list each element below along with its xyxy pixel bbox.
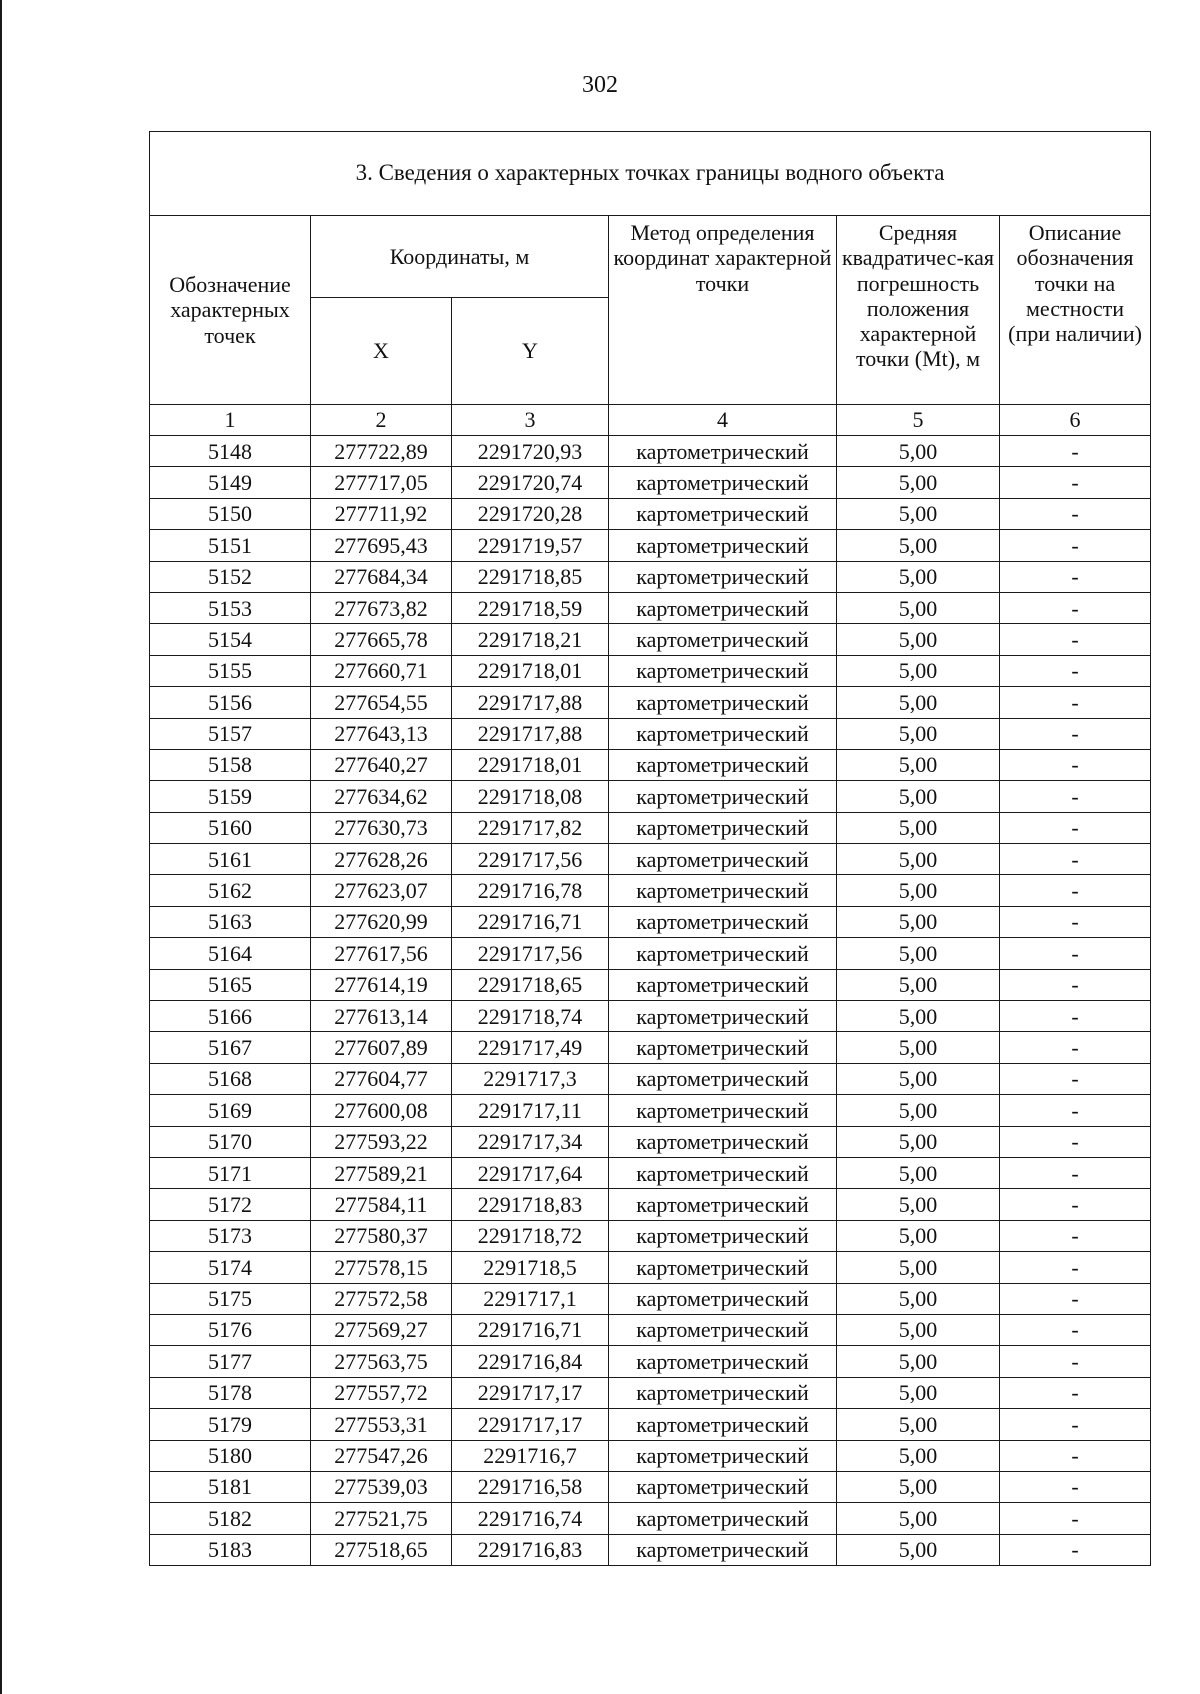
- x-coordinate-cell: 277623,07: [311, 875, 452, 906]
- accuracy-cell: 5,00: [837, 561, 1000, 592]
- accuracy-cell: 5,00: [837, 1095, 1000, 1126]
- table-row: [150, 1001, 1151, 1032]
- method-cell: картометрический: [609, 875, 837, 906]
- y-coordinate-cell: 2291720,93: [452, 436, 609, 467]
- x-coordinate-cell: 277673,82: [311, 592, 452, 623]
- point-id-cell: 5172: [150, 1189, 311, 1220]
- y-coordinate-cell: 2291716,78: [452, 875, 609, 906]
- point-id-cell: 5154: [150, 624, 311, 655]
- method-cell: картометрический: [609, 530, 837, 561]
- point-id-cell: 5171: [150, 1157, 311, 1188]
- table-row: [150, 1409, 1151, 1440]
- description-cell: -: [1000, 781, 1151, 812]
- method-cell: картометрический: [609, 1157, 837, 1188]
- description-cell: -: [1000, 718, 1151, 749]
- accuracy-cell: 5,00: [837, 1471, 1000, 1502]
- point-id-cell: 5164: [150, 938, 311, 969]
- method-cell: картометрический: [609, 1126, 837, 1157]
- y-coordinate-cell: 2291718,72: [452, 1220, 609, 1251]
- header-description: Описание обозначения точки на местности (при наличии): [1000, 216, 1151, 405]
- x-coordinate-cell: 277589,21: [311, 1157, 452, 1188]
- table-row: [150, 1503, 1151, 1534]
- point-id-cell: 5170: [150, 1126, 311, 1157]
- description-cell: -: [1000, 906, 1151, 937]
- y-coordinate-cell: 2291716,84: [452, 1346, 609, 1377]
- column-number: 6: [1000, 405, 1151, 436]
- description-cell: -: [1000, 561, 1151, 592]
- x-coordinate-cell: 277717,05: [311, 467, 452, 498]
- table-row: [150, 1534, 1151, 1565]
- table-row: [150, 1126, 1151, 1157]
- method-cell: картометрический: [609, 1377, 837, 1408]
- x-coordinate-cell: 277547,26: [311, 1440, 452, 1471]
- y-coordinate-cell: 2291718,83: [452, 1189, 609, 1220]
- header-designation: Обозначение характерных точек: [150, 216, 311, 405]
- y-coordinate-cell: 2291717,88: [452, 687, 609, 718]
- method-cell: картометрический: [609, 1440, 837, 1471]
- accuracy-cell: 5,00: [837, 844, 1000, 875]
- accuracy-cell: 5,00: [837, 1220, 1000, 1251]
- y-coordinate-cell: 2291716,74: [452, 1503, 609, 1534]
- point-id-cell: 5178: [150, 1377, 311, 1408]
- method-cell: картометрический: [609, 592, 837, 623]
- x-coordinate-cell: 277607,89: [311, 1032, 452, 1063]
- method-cell: картометрический: [609, 906, 837, 937]
- accuracy-cell: 5,00: [837, 1346, 1000, 1377]
- x-coordinate-cell: 277572,58: [311, 1283, 452, 1314]
- method-cell: картометрический: [609, 1283, 837, 1314]
- x-coordinate-cell: 277613,14: [311, 1001, 452, 1032]
- y-coordinate-cell: 2291718,85: [452, 561, 609, 592]
- column-number: 5: [837, 405, 1000, 436]
- method-cell: картометрический: [609, 781, 837, 812]
- y-coordinate-cell: 2291719,57: [452, 530, 609, 561]
- y-coordinate-cell: 2291717,49: [452, 1032, 609, 1063]
- table-row: [150, 1471, 1151, 1502]
- method-cell: картометрический: [609, 436, 837, 467]
- description-cell: -: [1000, 592, 1151, 623]
- description-cell: -: [1000, 875, 1151, 906]
- x-coordinate-cell: 277617,56: [311, 938, 452, 969]
- point-id-cell: 5183: [150, 1534, 311, 1565]
- method-cell: картометрический: [609, 1189, 837, 1220]
- accuracy-cell: 5,00: [837, 875, 1000, 906]
- table-row: [150, 844, 1151, 875]
- description-cell: -: [1000, 436, 1151, 467]
- x-coordinate-cell: 277593,22: [311, 1126, 452, 1157]
- accuracy-cell: 5,00: [837, 1126, 1000, 1157]
- method-cell: картометрический: [609, 498, 837, 529]
- table-row: [150, 655, 1151, 686]
- x-coordinate-cell: 277518,65: [311, 1534, 452, 1565]
- x-coordinate-cell: 277521,75: [311, 1503, 452, 1534]
- accuracy-cell: 5,00: [837, 938, 1000, 969]
- point-id-cell: 5161: [150, 844, 311, 875]
- description-cell: -: [1000, 844, 1151, 875]
- column-number: 3: [452, 405, 609, 436]
- description-cell: -: [1000, 1220, 1151, 1251]
- x-coordinate-cell: 277580,37: [311, 1220, 452, 1251]
- method-cell: картометрический: [609, 1220, 837, 1251]
- x-coordinate-cell: 277563,75: [311, 1346, 452, 1377]
- accuracy-cell: 5,00: [837, 1314, 1000, 1345]
- table-row: [150, 687, 1151, 718]
- x-coordinate-cell: 277600,08: [311, 1095, 452, 1126]
- y-coordinate-cell: 2291718,74: [452, 1001, 609, 1032]
- x-coordinate-cell: 277722,89: [311, 436, 452, 467]
- y-coordinate-cell: 2291718,08: [452, 781, 609, 812]
- column-number-row: [150, 405, 1151, 436]
- accuracy-cell: 5,00: [837, 781, 1000, 812]
- y-coordinate-cell: 2291718,01: [452, 655, 609, 686]
- point-id-cell: 5179: [150, 1409, 311, 1440]
- description-cell: -: [1000, 1126, 1151, 1157]
- y-coordinate-cell: 2291717,11: [452, 1095, 609, 1126]
- y-coordinate-cell: 2291717,88: [452, 718, 609, 749]
- table-row: [150, 1063, 1151, 1094]
- point-id-cell: 5155: [150, 655, 311, 686]
- point-id-cell: 5177: [150, 1346, 311, 1377]
- accuracy-cell: 5,00: [837, 498, 1000, 529]
- accuracy-cell: 5,00: [837, 1001, 1000, 1032]
- table-row: [150, 1283, 1151, 1314]
- x-coordinate-cell: 277620,99: [311, 906, 452, 937]
- column-number: 4: [609, 405, 837, 436]
- column-number: 2: [311, 405, 452, 436]
- method-cell: картометрический: [609, 938, 837, 969]
- point-id-cell: 5156: [150, 687, 311, 718]
- method-cell: картометрический: [609, 812, 837, 843]
- description-cell: -: [1000, 655, 1151, 686]
- description-cell: -: [1000, 1063, 1151, 1094]
- point-id-cell: 5157: [150, 718, 311, 749]
- point-id-cell: 5175: [150, 1283, 311, 1314]
- y-coordinate-cell: 2291718,21: [452, 624, 609, 655]
- table-row: [150, 1095, 1151, 1126]
- description-cell: -: [1000, 1252, 1151, 1283]
- method-cell: картометрический: [609, 1503, 837, 1534]
- table-row: [150, 624, 1151, 655]
- header-y: Y: [452, 298, 609, 405]
- x-coordinate-cell: 277684,34: [311, 561, 452, 592]
- method-cell: картометрический: [609, 1314, 837, 1345]
- y-coordinate-cell: 2291716,7: [452, 1440, 609, 1471]
- method-cell: картометрический: [609, 467, 837, 498]
- point-id-cell: 5149: [150, 467, 311, 498]
- description-cell: -: [1000, 1346, 1151, 1377]
- page-number: 302: [582, 72, 618, 98]
- point-id-cell: 5148: [150, 436, 311, 467]
- table-row: [150, 875, 1151, 906]
- y-coordinate-cell: 2291717,1: [452, 1283, 609, 1314]
- table-row: [150, 1220, 1151, 1251]
- x-coordinate-cell: 277578,15: [311, 1252, 452, 1283]
- method-cell: картометрический: [609, 1063, 837, 1094]
- accuracy-cell: 5,00: [837, 718, 1000, 749]
- point-id-cell: 5151: [150, 530, 311, 561]
- table-row: [150, 436, 1151, 467]
- accuracy-cell: 5,00: [837, 812, 1000, 843]
- point-id-cell: 5150: [150, 498, 311, 529]
- y-coordinate-cell: 2291717,82: [452, 812, 609, 843]
- point-id-cell: 5162: [150, 875, 311, 906]
- description-cell: -: [1000, 1503, 1151, 1534]
- table-row: [150, 749, 1151, 780]
- table-row: [150, 561, 1151, 592]
- header-accuracy: Средняя квадратичес-кая погрешность положения характерной точки (Mt), м: [837, 216, 1000, 405]
- point-id-cell: 5168: [150, 1063, 311, 1094]
- method-cell: картометрический: [609, 1001, 837, 1032]
- point-id-cell: 5159: [150, 781, 311, 812]
- method-cell: картометрический: [609, 561, 837, 592]
- y-coordinate-cell: 2291716,58: [452, 1471, 609, 1502]
- x-coordinate-cell: 277604,77: [311, 1063, 452, 1094]
- y-coordinate-cell: 2291716,71: [452, 906, 609, 937]
- description-cell: -: [1000, 938, 1151, 969]
- table-row: [150, 969, 1151, 1000]
- description-cell: -: [1000, 812, 1151, 843]
- accuracy-cell: 5,00: [837, 1534, 1000, 1565]
- accuracy-cell: 5,00: [837, 1283, 1000, 1314]
- table-row: [150, 592, 1151, 623]
- header-x: X: [311, 298, 452, 405]
- x-coordinate-cell: 277569,27: [311, 1314, 452, 1345]
- page-left-edge: [0, 0, 2, 1694]
- description-cell: -: [1000, 1157, 1151, 1188]
- y-coordinate-cell: 2291717,64: [452, 1157, 609, 1188]
- table-row: [150, 1157, 1151, 1188]
- method-cell: картометрический: [609, 624, 837, 655]
- point-id-cell: 5181: [150, 1471, 311, 1502]
- accuracy-cell: 5,00: [837, 1063, 1000, 1094]
- table-row: [150, 1346, 1151, 1377]
- x-coordinate-cell: 277614,19: [311, 969, 452, 1000]
- description-cell: -: [1000, 1440, 1151, 1471]
- table-row: [150, 1314, 1151, 1345]
- description-cell: -: [1000, 969, 1151, 1000]
- point-id-cell: 5182: [150, 1503, 311, 1534]
- description-cell: -: [1000, 1095, 1151, 1126]
- x-coordinate-cell: 277539,03: [311, 1471, 452, 1502]
- accuracy-cell: 5,00: [837, 1440, 1000, 1471]
- header-coordinates: Координаты, м: [311, 216, 609, 298]
- table-row: [150, 498, 1151, 529]
- method-cell: картометрический: [609, 1534, 837, 1565]
- point-id-cell: 5165: [150, 969, 311, 1000]
- method-cell: картометрический: [609, 749, 837, 780]
- table-row: [150, 467, 1151, 498]
- x-coordinate-cell: 277584,11: [311, 1189, 452, 1220]
- accuracy-cell: 5,00: [837, 1189, 1000, 1220]
- point-id-cell: 5166: [150, 1001, 311, 1032]
- header-method: Метод определения координат характерной точки: [609, 216, 837, 405]
- description-cell: -: [1000, 498, 1151, 529]
- y-coordinate-cell: 2291716,71: [452, 1314, 609, 1345]
- accuracy-cell: 5,00: [837, 969, 1000, 1000]
- y-coordinate-cell: 2291717,17: [452, 1409, 609, 1440]
- accuracy-cell: 5,00: [837, 906, 1000, 937]
- y-coordinate-cell: 2291716,83: [452, 1534, 609, 1565]
- accuracy-cell: 5,00: [837, 1157, 1000, 1188]
- table-row: [150, 781, 1151, 812]
- x-coordinate-cell: 277643,13: [311, 718, 452, 749]
- point-id-cell: 5167: [150, 1032, 311, 1063]
- accuracy-cell: 5,00: [837, 1032, 1000, 1063]
- description-cell: -: [1000, 1032, 1151, 1063]
- x-coordinate-cell: 277640,27: [311, 749, 452, 780]
- y-coordinate-cell: 2291717,34: [452, 1126, 609, 1157]
- description-cell: -: [1000, 687, 1151, 718]
- y-coordinate-cell: 2291717,56: [452, 844, 609, 875]
- accuracy-cell: 5,00: [837, 1252, 1000, 1283]
- y-coordinate-cell: 2291720,28: [452, 498, 609, 529]
- x-coordinate-cell: 277628,26: [311, 844, 452, 875]
- table-body: [150, 436, 1151, 1566]
- table-row: [150, 1032, 1151, 1063]
- accuracy-cell: 5,00: [837, 1377, 1000, 1408]
- x-coordinate-cell: 277553,31: [311, 1409, 452, 1440]
- y-coordinate-cell: 2291718,01: [452, 749, 609, 780]
- description-cell: -: [1000, 1189, 1151, 1220]
- accuracy-cell: 5,00: [837, 467, 1000, 498]
- method-cell: картометрический: [609, 718, 837, 749]
- x-coordinate-cell: 277695,43: [311, 530, 452, 561]
- point-id-cell: 5180: [150, 1440, 311, 1471]
- y-coordinate-cell: 2291717,17: [452, 1377, 609, 1408]
- point-id-cell: 5169: [150, 1095, 311, 1126]
- x-coordinate-cell: 277630,73: [311, 812, 452, 843]
- table-row: [150, 718, 1151, 749]
- y-coordinate-cell: 2291717,3: [452, 1063, 609, 1094]
- description-cell: -: [1000, 1314, 1151, 1345]
- y-coordinate-cell: 2291718,5: [452, 1252, 609, 1283]
- accuracy-cell: 5,00: [837, 624, 1000, 655]
- boundary-points-table: [149, 131, 1151, 1566]
- x-coordinate-cell: 277654,55: [311, 687, 452, 718]
- method-cell: картометрический: [609, 1032, 837, 1063]
- table-row: [150, 938, 1151, 969]
- table-row: [150, 1377, 1151, 1408]
- column-number: 1: [150, 405, 311, 436]
- point-id-cell: 5174: [150, 1252, 311, 1283]
- accuracy-cell: 5,00: [837, 1409, 1000, 1440]
- point-id-cell: 5176: [150, 1314, 311, 1345]
- x-coordinate-cell: 277660,71: [311, 655, 452, 686]
- method-cell: картометрический: [609, 1095, 837, 1126]
- description-cell: -: [1000, 1377, 1151, 1408]
- x-coordinate-cell: 277557,72: [311, 1377, 452, 1408]
- y-coordinate-cell: 2291718,59: [452, 592, 609, 623]
- method-cell: картометрический: [609, 655, 837, 686]
- accuracy-cell: 5,00: [837, 592, 1000, 623]
- description-cell: -: [1000, 530, 1151, 561]
- description-cell: -: [1000, 1283, 1151, 1314]
- method-cell: картометрический: [609, 1471, 837, 1502]
- description-cell: -: [1000, 1001, 1151, 1032]
- accuracy-cell: 5,00: [837, 687, 1000, 718]
- description-cell: -: [1000, 624, 1151, 655]
- table-caption: 3. Сведения о характерных точках границы водного объекта: [150, 132, 1151, 216]
- description-cell: -: [1000, 467, 1151, 498]
- method-cell: картометрический: [609, 1409, 837, 1440]
- point-id-cell: 5163: [150, 906, 311, 937]
- table-row: [150, 1252, 1151, 1283]
- y-coordinate-cell: 2291718,65: [452, 969, 609, 1000]
- table-row: [150, 812, 1151, 843]
- point-id-cell: 5153: [150, 592, 311, 623]
- x-coordinate-cell: 277711,92: [311, 498, 452, 529]
- x-coordinate-cell: 277634,62: [311, 781, 452, 812]
- accuracy-cell: 5,00: [837, 1503, 1000, 1534]
- description-cell: -: [1000, 1534, 1151, 1565]
- description-cell: -: [1000, 749, 1151, 780]
- accuracy-cell: 5,00: [837, 749, 1000, 780]
- y-coordinate-cell: 2291717,56: [452, 938, 609, 969]
- table-row: [150, 1440, 1151, 1471]
- table-row: [150, 906, 1151, 937]
- method-cell: картометрический: [609, 687, 837, 718]
- method-cell: картометрический: [609, 1252, 837, 1283]
- description-cell: -: [1000, 1409, 1151, 1440]
- point-id-cell: 5158: [150, 749, 311, 780]
- x-coordinate-cell: 277665,78: [311, 624, 452, 655]
- point-id-cell: 5173: [150, 1220, 311, 1251]
- method-cell: картометрический: [609, 844, 837, 875]
- accuracy-cell: 5,00: [837, 655, 1000, 686]
- accuracy-cell: 5,00: [837, 530, 1000, 561]
- method-cell: картометрический: [609, 969, 837, 1000]
- table-row: [150, 530, 1151, 561]
- method-cell: картометрический: [609, 1346, 837, 1377]
- table-row: [150, 1189, 1151, 1220]
- description-cell: -: [1000, 1471, 1151, 1502]
- point-id-cell: 5160: [150, 812, 311, 843]
- point-id-cell: 5152: [150, 561, 311, 592]
- accuracy-cell: 5,00: [837, 436, 1000, 467]
- y-coordinate-cell: 2291720,74: [452, 467, 609, 498]
